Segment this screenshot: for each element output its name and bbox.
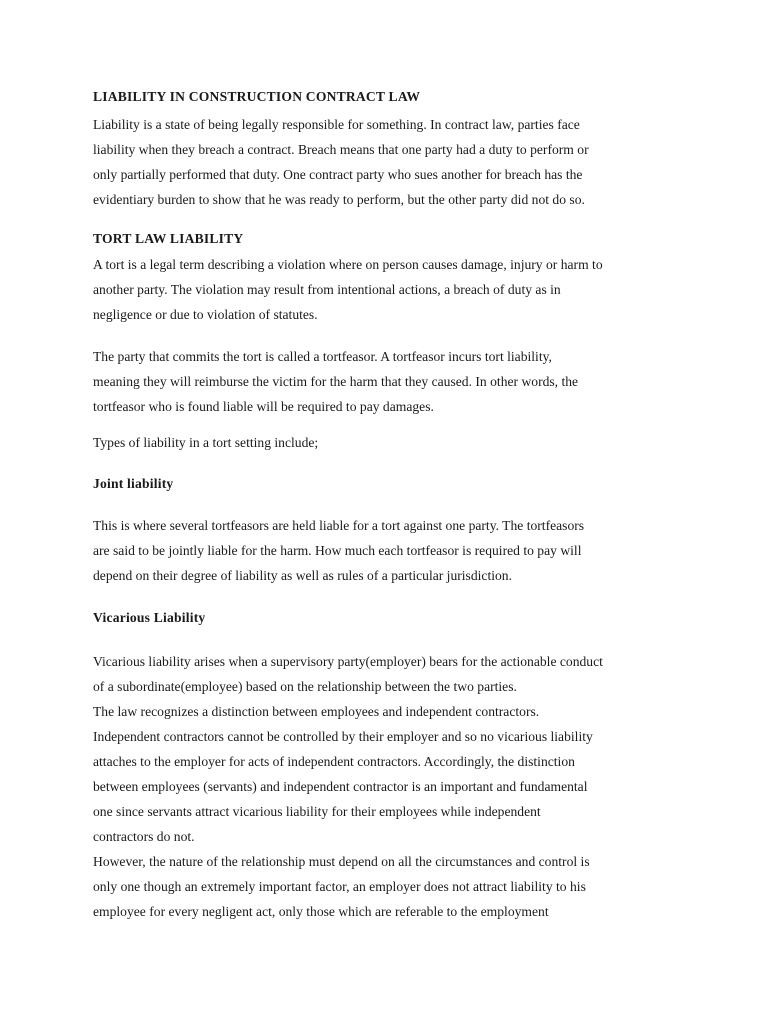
text-line: The party that commits the tort is called a tortfeasor. A tortfeasor incurs tort liability, (93, 349, 552, 364)
text-line: tortfeasor who is found liable will be required to pay damages. (93, 399, 434, 414)
text-line: meaning they will reimburse the victim for the harm that they caused. In other words, the (93, 374, 579, 389)
text-line: only partially performed that duty. One contract party who sues another for breach has the (93, 167, 583, 182)
text-line: However, the nature of the relationship must depend on all the circumstances and control is (93, 854, 590, 869)
text-line: evidentiary burden to show that he was ready to perform, but the other party did not do so. (93, 192, 585, 207)
vicarious-liability-heading: Vicarious Liability (93, 610, 206, 625)
vicarious-liability-paragraph (93, 649, 683, 924)
intro-paragraph (93, 112, 683, 212)
text-line: depend on their degree of liability as well as rules of a particular jurisdiction. (93, 568, 513, 583)
text-line: employee for every negligent act, only those which are referable to the employment (93, 904, 549, 919)
text-line: This is where several tortfeasors are held liable for a tort against one party. The tortfeasors (93, 518, 585, 533)
text-line: between employees (servants) and independent contractor is an important and fundamental (93, 779, 588, 794)
text-line: Vicarious liability arises when a supervisory party(employer) bears for the actionable conduct (93, 654, 603, 669)
joint-liability-heading: Joint liability (93, 476, 174, 491)
text-line: are said to be jointly liable for the harm. How much each tortfeasor is required to pay will (93, 543, 582, 558)
tort-heading: TORT LAW LIABILITY (93, 231, 244, 246)
text-line: attaches to the employer for acts of independent contractors. Accordingly, the distinction (93, 754, 575, 769)
tortfeasor-paragraph (93, 344, 683, 419)
types-line: Types of liability in a tort setting include; (93, 435, 319, 450)
text-line: A tort is a legal term describing a violation where on person causes damage, injury or harm to (93, 257, 603, 272)
text-line: of a subordinate(employee) based on the relationship between the two parties. (93, 679, 517, 694)
tort-paragraph (93, 252, 683, 327)
text-line: Liability is a state of being legally responsible for something. In contract law, parties face (93, 117, 580, 132)
text-line: liability when they breach a contract. Breach means that one party had a duty to perform or (93, 142, 589, 157)
document-title: LIABILITY IN CONSTRUCTION CONTRACT LAW (93, 89, 421, 104)
joint-liability-paragraph (93, 513, 683, 588)
text-line: another party. The violation may result from intentional actions, a breach of duty as in (93, 282, 561, 297)
text-line: contractors do not. (93, 829, 195, 844)
text-line: negligence or due to violation of statutes. (93, 307, 318, 322)
text-line: Independent contractors cannot be controlled by their employer and so no vicarious liability (93, 729, 593, 744)
text-line: only one though an extremely important factor, an employer does not attract liability to his (93, 879, 586, 894)
text-line: The law recognizes a distinction between employees and independent contractors. (93, 704, 540, 719)
text-line: one since servants attract vicarious liability for their employees while independent (93, 804, 541, 819)
